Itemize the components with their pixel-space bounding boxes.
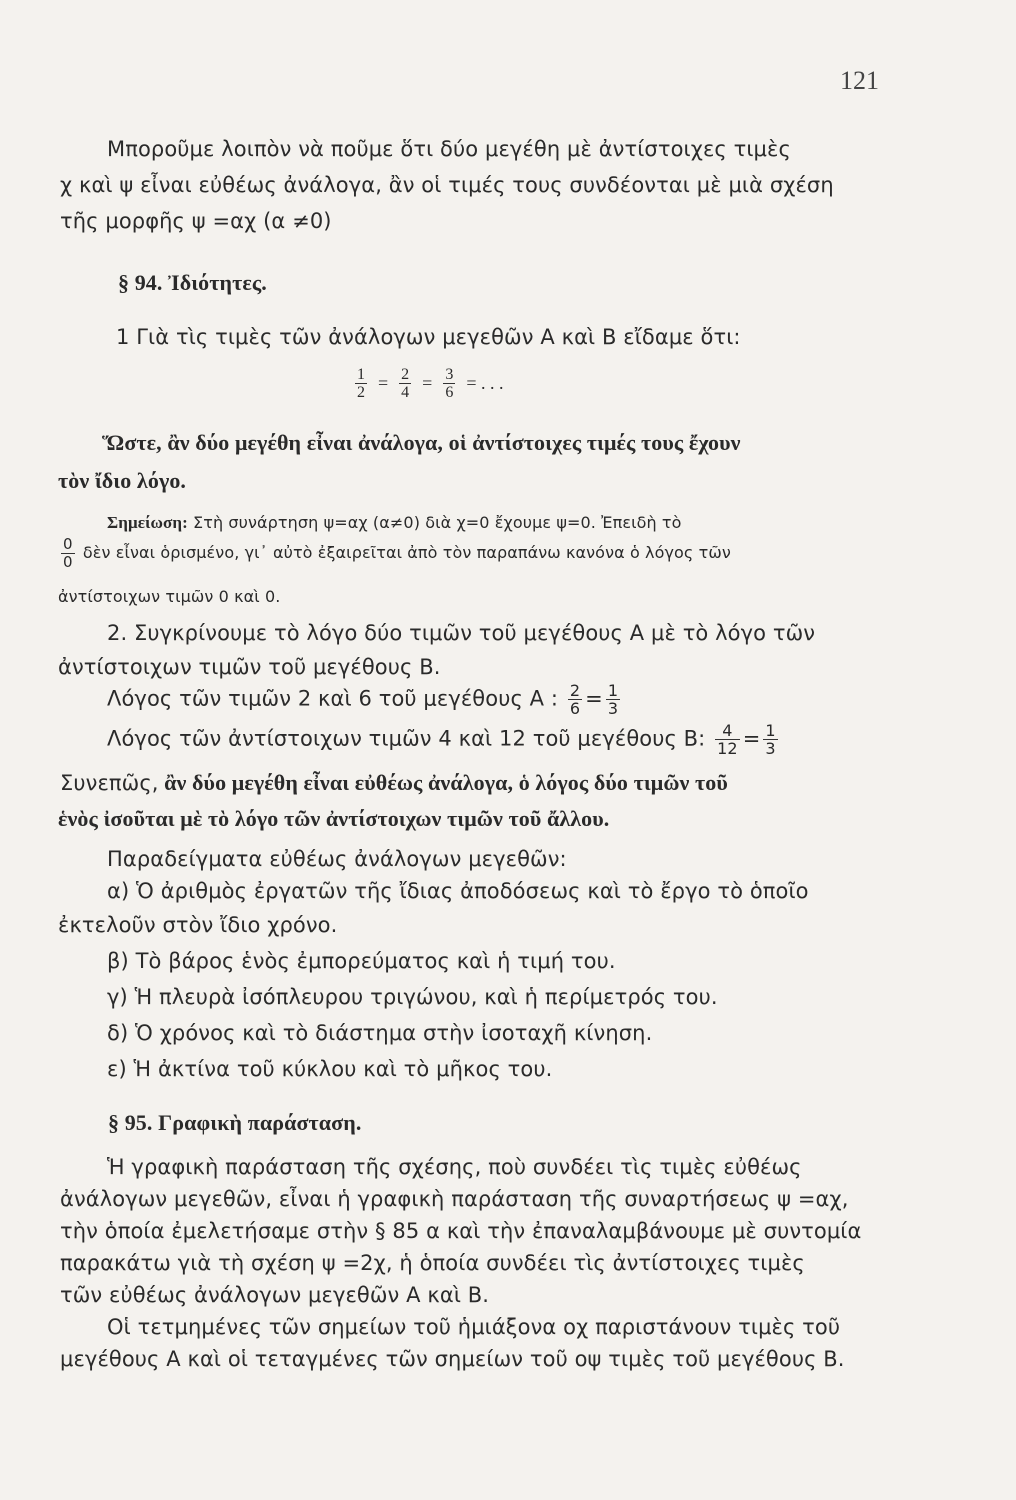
frac-num: 2 <box>569 681 581 700</box>
frac-den: 0 <box>63 553 73 571</box>
examples-title: Παραδείγματα εὐθέως ἀνάλογων μεγεθῶν: <box>107 847 567 871</box>
conclusion-line-1 <box>60 770 728 796</box>
note-line-1 <box>107 510 682 536</box>
equal-ratios <box>352 366 511 401</box>
intro-line-3: τῆς μορφῆς ψ =αχ (α ≠0) <box>60 209 332 233</box>
equals: = <box>585 686 603 711</box>
frac-num: 0 <box>63 535 73 553</box>
note-line-3: ἀντίστοιχων τιμῶν 0 καὶ 0. <box>58 587 281 606</box>
section-95-heading: § 95. Γραφικὴ παράσταση. <box>108 1110 362 1135</box>
frac-den: 2 <box>357 384 365 401</box>
paragraph-line-2: ἀνάλογων μεγεθῶν, εἶναι ἡ γραφικὴ παράσταση τῆς συναρτήσεως ψ =αχ, <box>60 1187 849 1211</box>
frac-den: 6 <box>445 384 454 401</box>
frac-den: 3 <box>765 739 776 758</box>
frac-den: 4 <box>401 384 410 401</box>
ratio-b-line <box>107 722 781 757</box>
note-line-2 <box>58 536 731 571</box>
frac-num: 2 <box>401 366 410 383</box>
conclusion-bold: ἂν δύο μεγέθη εἶναι εὐθέως ἀνάλογα, ὁ λόγος δύο τιμῶν τοῦ <box>158 770 728 795</box>
example-c: γ) Ἡ πλευρὰ ἰσόπλευρου τριγώνου, καὶ ἡ περίμετρός του. <box>107 985 718 1009</box>
paragraph-line-1: Ἡ γραφικὴ παράσταση τῆς σχέσης, ποὺ συνδέει τὶς τιμὲς εὐθέως <box>107 1155 802 1179</box>
paragraph-line-4: παρακάτω γιὰ τὴ σχέση ψ =2χ, ἡ ὁποία συνδέει τὶς ἀντίστοιχες τιμὲς <box>60 1251 805 1275</box>
property-2-line-2: ἀντίστοιχων τιμῶν τοῦ μεγέθους Β. <box>58 655 441 679</box>
intro-line-1: Μποροῦμε λοιπὸν νὰ ποῦμε ὅτι δύο μεγέθη μὲ ἀντίστοιχες τιμὲς <box>107 137 791 161</box>
section-94-heading: § 94. Ἰδιότητες. <box>118 270 267 295</box>
frac-num: 1 <box>765 721 776 740</box>
paragraph-line-7: μεγέθους Α καὶ οἱ τεταγμένες τῶν σημείων τοῦ οψ τιμὲς τοῦ μεγέθους Β. <box>60 1347 845 1371</box>
property-1-bold-cont: τὸν ἴδιο λόγο. <box>58 468 187 493</box>
frac-den: 12 <box>717 739 738 758</box>
ratio-a-text: Λόγος τῶν τιμῶν 2 καὶ 6 τοῦ μεγέθους Α : <box>107 686 559 711</box>
intro-line-2: χ καὶ ψ εἶναι εὐθέως ἀνάλογα, ἂν οἱ τιμές τους συνδέονται μὲ μιὰ σχέση <box>60 173 834 197</box>
conclusion-prefix: Συνεπῶς, <box>60 771 159 795</box>
note-label: Σημείωση: <box>107 513 188 532</box>
equals: = <box>742 726 761 751</box>
frac-num: 1 <box>607 681 619 700</box>
equals: = <box>422 373 433 393</box>
ratio-a-line <box>107 682 623 717</box>
equals: = <box>378 373 389 393</box>
frac-num: 3 <box>445 366 454 383</box>
paragraph-line-6: Οἱ τετμημένες τῶν σημείων τοῦ ἡμιάξονα οχ παριστάνουν τιμὲς τοῦ <box>107 1315 841 1339</box>
paragraph-line-5: τῶν εὐθέως ἀνάλογων μεγεθῶν Α καὶ Β. <box>60 1283 490 1307</box>
note-text: Στὴ συνάρτηση ψ=αχ (α≠0) διὰ χ=0 ἔχουμε ψ=0. Ἐπειδὴ τὸ <box>187 513 682 532</box>
conclusion-line-2: ἑνὸς ἰσοῦται μὲ τὸ λόγο τῶν ἀντίστοιχων τιμῶν τοῦ ἄλλου. <box>58 806 610 831</box>
example-a-line-1: α) Ὁ ἀριθμὸς ἐργατῶν τῆς ἴδιας ἀποδόσεως καὶ τὸ ἔργο τὸ ὁποῖο <box>107 879 809 903</box>
property-1-bold: Ὥστε, ἂν δύο μεγέθη εἶναι ἀνάλογα, οἱ ἀντίστοιχες τιμές τους ἔχουν <box>102 430 741 455</box>
example-b: β) Τὸ βάρος ἑνὸς ἐμπορεύματος καὶ ἡ τιμή του. <box>107 949 616 973</box>
example-a-line-2: ἐκτελοῦν στὸν ἴδιο χρόνο. <box>58 913 338 937</box>
property-2-line-1: 2. Συγκρίνουμε τὸ λόγο δύο τιμῶν τοῦ μεγέθους Α μὲ τὸ λόγο τῶν <box>107 621 816 645</box>
example-e: ε) Ἡ ἀκτίνα τοῦ κύκλου καὶ τὸ μῆκος του. <box>107 1057 553 1081</box>
frac-num: 4 <box>715 722 740 740</box>
ellipsis: = . . . <box>466 373 504 393</box>
note-text: δὲν εἶναι ὁρισμένο, γι᾽ αὐτὸ ἐξαιρεῖται ἀπὸ τὸν παραπάνω κανόνα ὁ λόγος τῶν <box>77 543 731 562</box>
frac-den: 6 <box>569 699 581 718</box>
property-1-text: 1 Γιὰ τὶς τιμὲς τῶν ἀνάλογων μεγεθῶν Α καὶ Β εἴδαμε ὅτι: <box>116 325 741 349</box>
ratio-b-text: Λόγος τῶν ἀντίστοιχων τιμῶν 4 καὶ 12 τοῦ μεγέθους Β: <box>107 726 706 751</box>
paragraph-line-3: τὴν ὁποία ἐμελετήσαμε στὴν § 85 α καὶ τὴν ἐπαναλαμβάνουμε μὲ συντομία <box>60 1219 862 1243</box>
frac-num: 1 <box>357 366 365 383</box>
frac-den: 3 <box>607 699 619 718</box>
example-d: δ) Ὁ χρόνος καὶ τὸ διάστημα στὴν ἰσοταχῆ κίνηση. <box>107 1021 653 1045</box>
page-number: 121 <box>840 66 879 95</box>
